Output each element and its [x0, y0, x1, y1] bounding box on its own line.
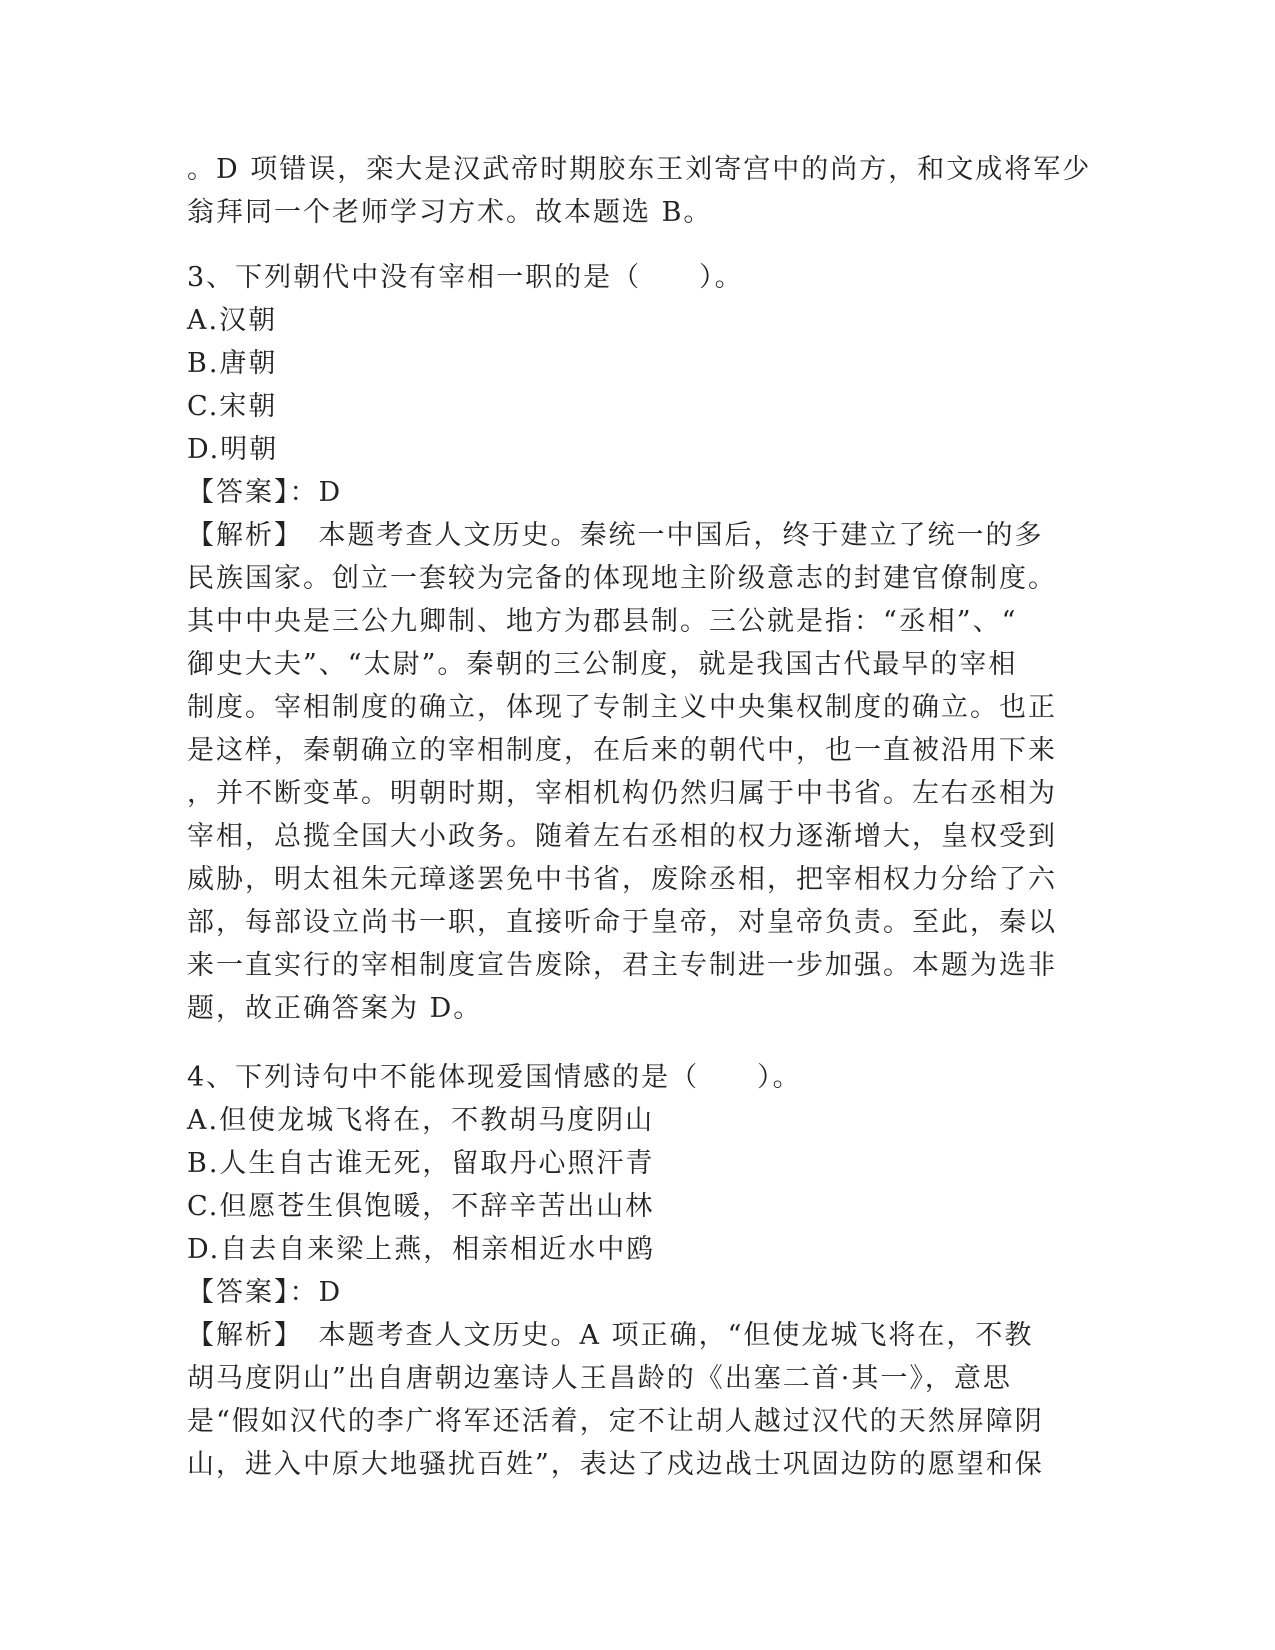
analysis-line: 来一直实行的宰相制度宣告废除，君主专制进一步加强。本题为选非: [187, 950, 1057, 981]
option-a: A.但使龙城飞将在，不教胡马度阴山: [187, 1105, 655, 1136]
analysis-line: 是这样，秦朝确立的宰相制度，在后来的朝代中，也一直被沿用下来: [187, 735, 1057, 766]
option-c: C.宋朝: [187, 391, 278, 422]
analysis-line: 。D 项错误，栾大是汉武帝时期胶东王刘寄宫中的尚方，和文成将军少: [187, 154, 1092, 185]
option-a: A.汉朝: [187, 305, 278, 336]
analysis-line: 部，每部设立尚书一职，直接听命于皇帝，对皇帝负责。至此，秦以: [187, 907, 1057, 938]
analysis-line: 题，故正确答案为 D。: [187, 993, 483, 1024]
question-stem: 4、下列诗句中不能体现爱国情感的是（ ）。: [187, 1062, 802, 1093]
analysis-line: 制度。宰相制度的确立，体现了专制主义中央集权制度的确立。也正: [187, 692, 1057, 723]
analysis-line: 是“假如汉代的李广将军还活着，定不让胡人越过汉代的天然屏障阴: [187, 1406, 1044, 1437]
analysis-line: 山，进入中原大地骚扰百姓”，表达了戍边战士巩固边防的愿望和保: [187, 1449, 1044, 1480]
analysis-line: 翁拜同一个老师学习方术。故本题选 B。: [187, 197, 713, 228]
analysis-line: 胡马度阴山”出自唐朝边塞诗人王昌龄的《出塞二首·其一》，意思: [187, 1363, 1012, 1394]
analysis-line: 【解析】 本题考查人文历史。A 项正确，“但使龙城飞将在，不教: [187, 1320, 1034, 1351]
question-4: [187, 1056, 1067, 1486]
option-d: D.明朝: [187, 434, 279, 465]
previous-analysis: [187, 148, 1092, 234]
analysis-line: 【解析】 本题考查人文历史。秦统一中国后，终于建立了统一的多: [187, 520, 1044, 551]
analysis-line: ，并不断变革。明朝时期，宰相机构仍然归属于中书省。左右丞相为: [187, 778, 1057, 809]
analysis-line: 其中中央是三公九卿制、地方为郡县制。三公就是指：“丞相”、“: [187, 606, 1018, 637]
analysis-line: 威胁，明太祖朱元璋遂罢免中书省，废除丞相，把宰相权力分给了六: [187, 864, 1057, 895]
analysis-line: 宰相，总揽全国大小政务。随着左右丞相的权力逐渐增大，皇权受到: [187, 821, 1057, 852]
question-3: [187, 256, 1067, 1030]
analysis-line: 御史大夫”、“太尉”。秦朝的三公制度，就是我国古代最早的宰相: [187, 649, 1018, 680]
option-d: D.自去自来梁上燕，相亲相近水中鸥: [187, 1234, 656, 1265]
analysis-line: 民族国家。创立一套较为完备的体现地主阶级意志的封建官僚制度。: [187, 563, 1057, 594]
option-c: C.但愿苍生俱饱暖，不辞辛苦出山林: [187, 1191, 655, 1222]
option-b: B.唐朝: [187, 348, 278, 379]
option-b: B.人生自古谁无死，留取丹心照汗青: [187, 1148, 655, 1179]
answer-line: 【答案】：D: [187, 1277, 343, 1308]
question-stem: 3、下列朝代中没有宰相一职的是（ ）。: [187, 262, 744, 293]
answer-line: 【答案】：D: [187, 477, 343, 508]
